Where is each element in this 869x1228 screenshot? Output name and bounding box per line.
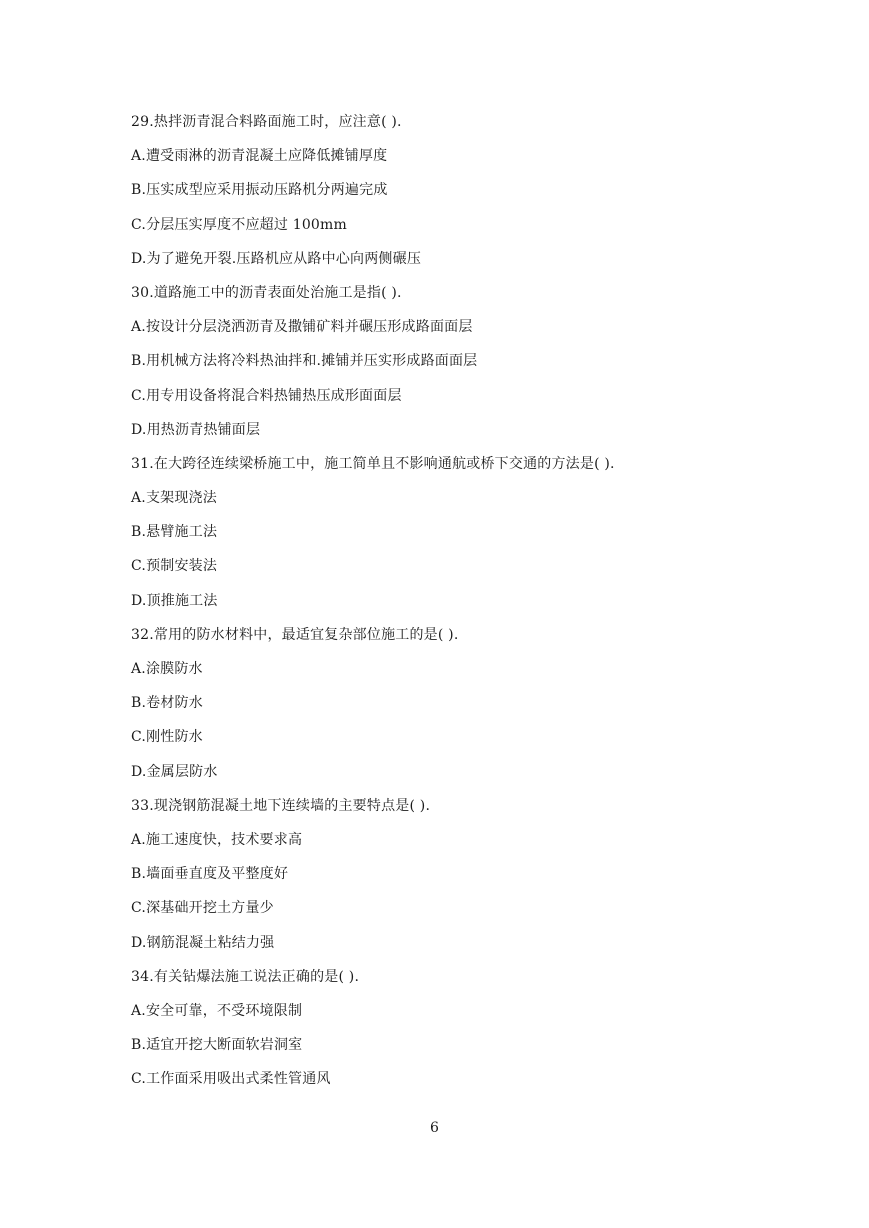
question-33-option-d: D.钢筋混凝土粘结力强 — [131, 934, 275, 951]
question-32-option-b: B.卷材防水 — [131, 695, 203, 712]
question-list — [131, 110, 751, 1101]
question-29-option-a: A.遭受雨淋的沥青混凝土应降低摊铺厚度 — [131, 148, 388, 165]
question-34-option-a: A.安全可靠，不受环境限制 — [131, 1002, 303, 1019]
question-32-option-a: A.涂膜防水 — [131, 661, 203, 677]
question-30-option-c: C.用专用设备将混合料热铺热压成形面面层 — [131, 387, 402, 404]
question-30-option-a: A.按设计分层浇洒沥青及撒铺矿料并碾压形成路面面层 — [131, 319, 473, 336]
question-32-option-d: D.金属层防水 — [131, 763, 218, 780]
question-29-option-d: D.为了避免开裂.压路机应从路中心向两侧碾压 — [131, 250, 422, 267]
page-number: 6 — [430, 1120, 439, 1136]
question-34-option-c: C.工作面采用吸出式柔性管通风 — [131, 1071, 331, 1088]
question-34-option-b: B.适宜开挖大断面软岩洞室 — [131, 1037, 303, 1054]
question-30-option-d: D.用热沥青热铺面层 — [131, 421, 261, 438]
question-29-option-b: B.压实成型应采用振动压路机分两遍完成 — [131, 182, 388, 199]
question-29-option-c: C.分层压实厚度不应超过 100mm — [131, 216, 347, 233]
question-33-option-c: C.深基础开挖土方量少 — [131, 900, 274, 917]
question-31-stem: 31.在大跨径连续梁桥施工中，施工简单且不影响通航或桥下交通的方法是( ). — [131, 455, 615, 472]
question-33-stem: 33.现浇钢筋混凝土地下连续墙的主要特点是( ). — [131, 797, 431, 814]
question-32-option-c: C.刚性防水 — [131, 729, 203, 746]
question-30-stem: 30.道路施工中的沥青表面处治施工是指( ). — [131, 284, 402, 301]
question-33-option-a: A.施工速度快，技术要求高 — [131, 831, 303, 848]
question-30-option-b: B.用机械方法将冷料热油拌和.摊铺并压实形成路面面层 — [131, 353, 478, 370]
question-29-stem: 29.热拌沥青混合料路面施工时，应注意( ). — [131, 114, 402, 130]
question-33-option-b: B.墙面垂直度及平整度好 — [131, 866, 289, 883]
question-31-option-c: C.预制安装法 — [131, 558, 218, 575]
question-34-stem: 34.有关钻爆法施工说法正确的是( ). — [131, 968, 360, 985]
question-31-option-b: B.悬臂施工法 — [131, 524, 218, 541]
question-31-option-d: D.顶推施工法 — [131, 592, 218, 609]
question-31-option-a: A.支架现浇法 — [131, 490, 217, 507]
question-32-stem: 32.常用的防水材料中，最适宜复杂部位施工的是( ). — [131, 626, 459, 643]
